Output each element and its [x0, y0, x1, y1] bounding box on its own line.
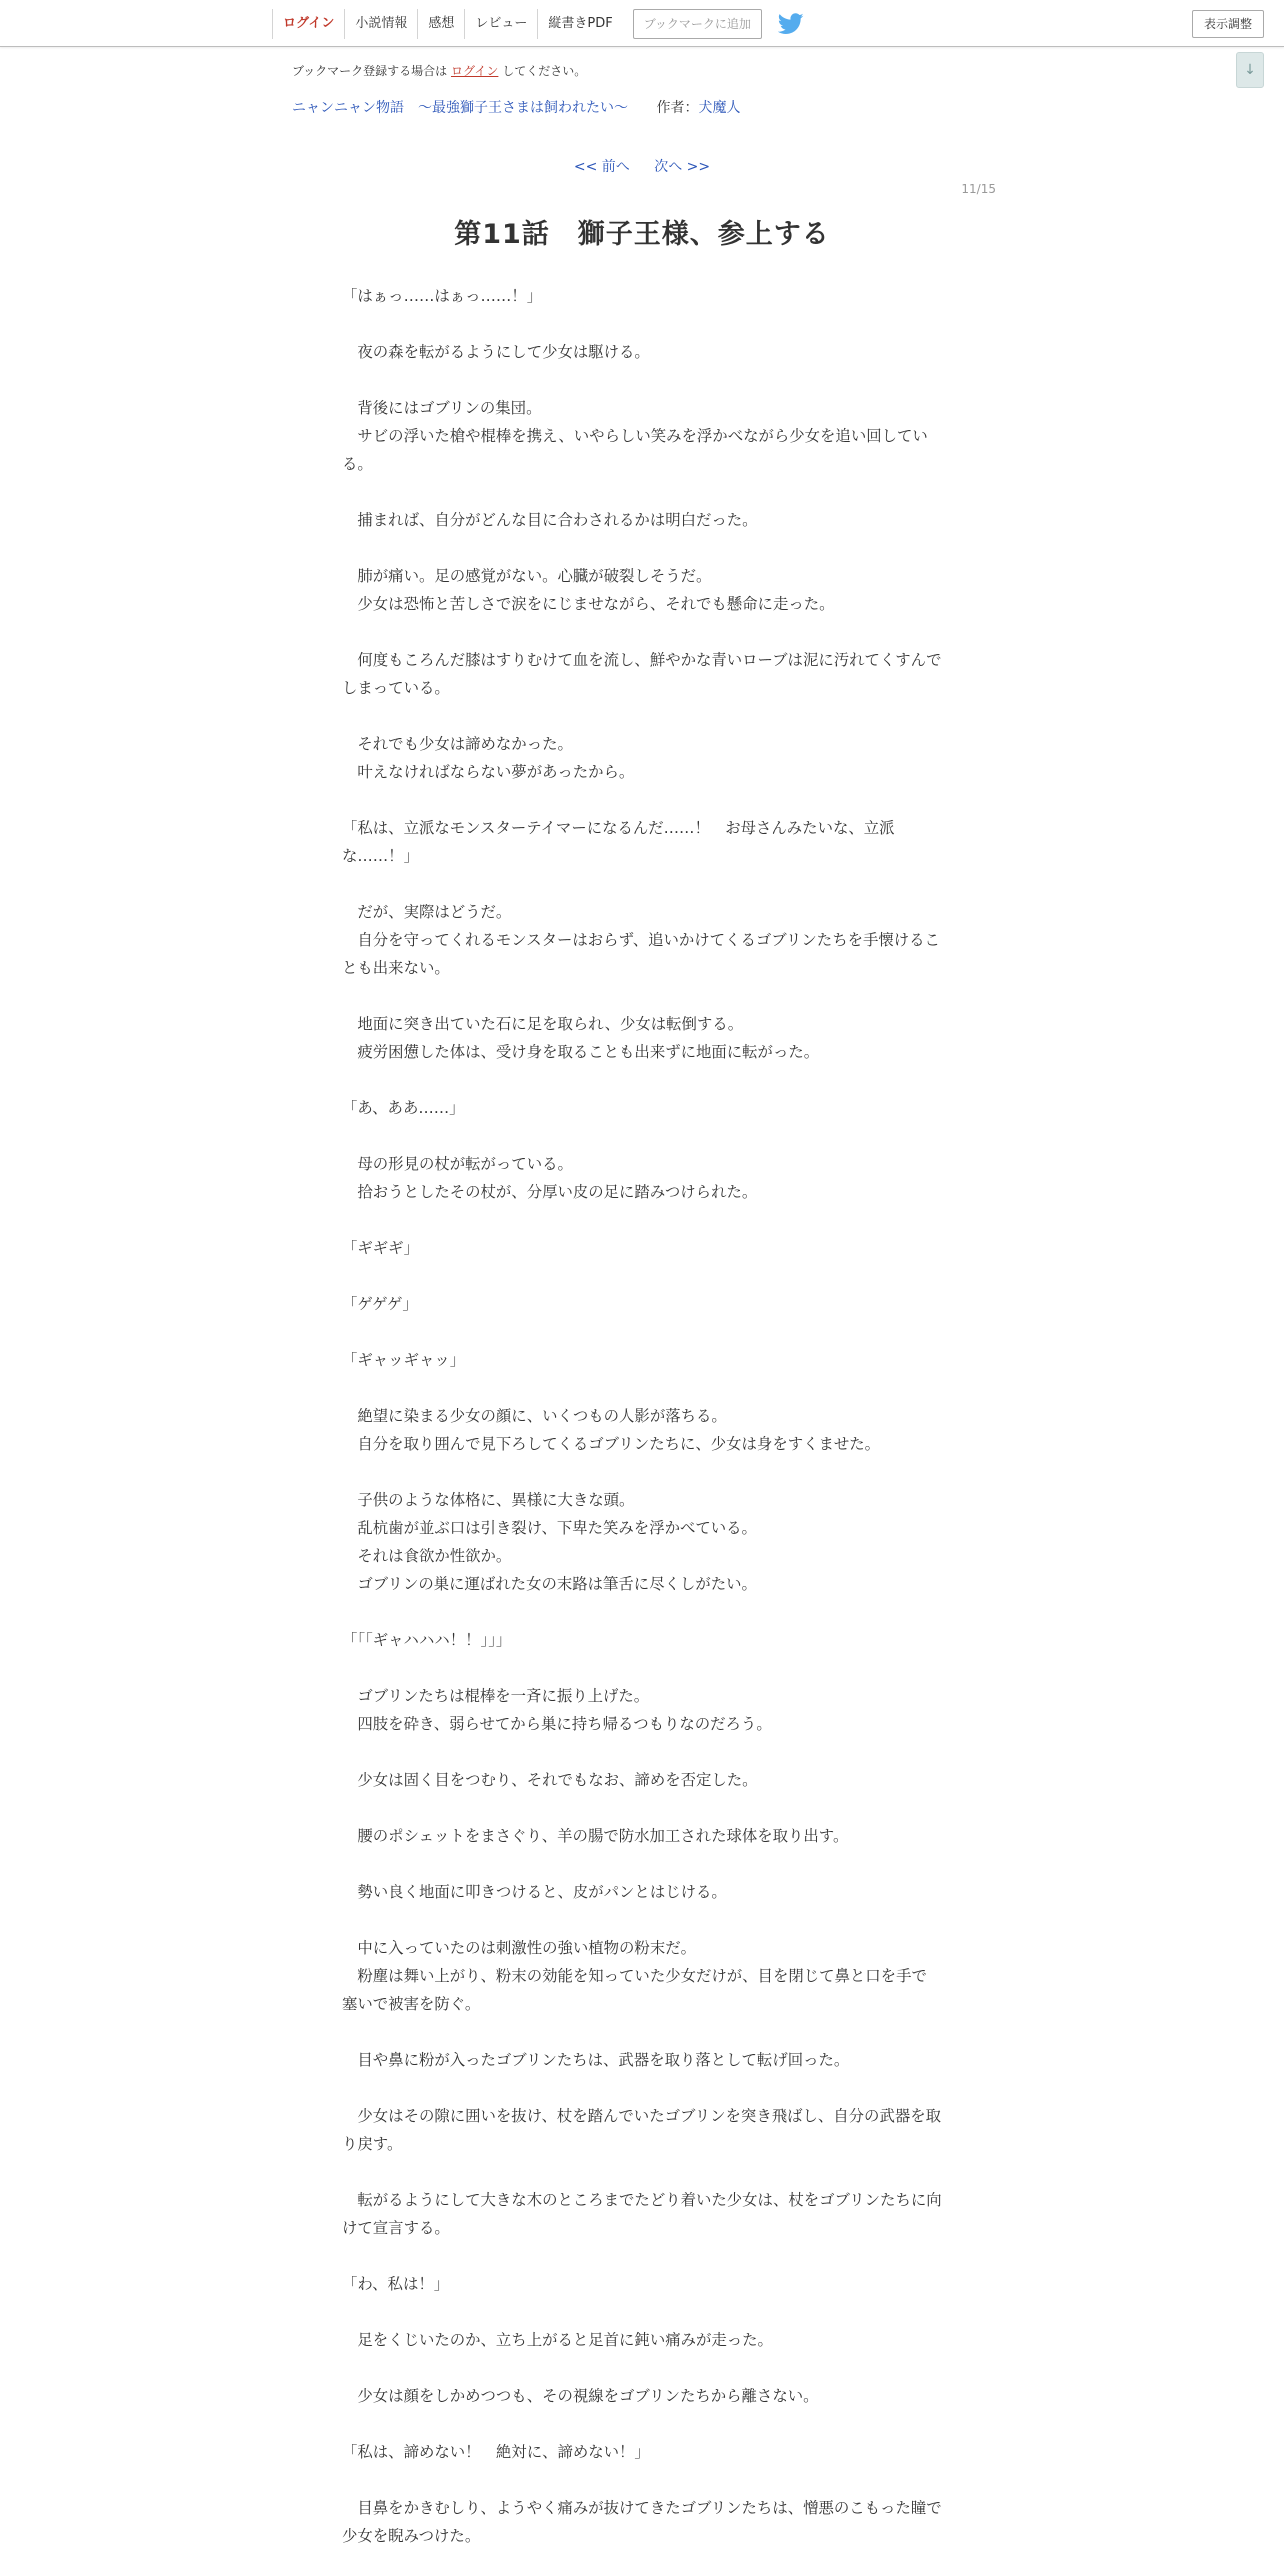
- body-paragraph: 「私は、立派なモンスターテイマーになるんだ……！ お母さんみたいな、立派な……！」: [342, 819, 895, 865]
- blank-line: [342, 2158, 942, 2186]
- add-bookmark-button[interactable]: ブックマークに追加: [633, 9, 762, 39]
- novel-title-link[interactable]: ニャンニャン物語 ～最強獅子王さまは飼われたい～: [292, 100, 628, 116]
- body-paragraph: 「ギギギ」: [342, 1239, 419, 1257]
- blank-line: [342, 1654, 942, 1682]
- chapter-body: [342, 282, 942, 2550]
- body-paragraph: それでも少女は諦めなかった。: [342, 735, 573, 753]
- blank-line: [342, 2354, 942, 2382]
- display-settings-button[interactable]: 表示調整: [1192, 10, 1264, 38]
- blank-line: [342, 870, 942, 898]
- blank-line: [342, 2466, 942, 2494]
- body-paragraph: 絶望に染まる少女の顔に、いくつもの人影が落ちる。: [342, 1407, 727, 1425]
- nav-login[interactable]: ログイン: [272, 9, 344, 39]
- blank-line: [342, 478, 942, 506]
- body-paragraph: 拾おうとしたその杖が、分厚い皮の足に踏みつけられた。: [342, 1183, 758, 1201]
- author-link[interactable]: 犬魔人: [698, 100, 741, 116]
- body-paragraph: 地面に突き出ていた石に足を取られ、少女は転倒する。: [342, 1015, 744, 1033]
- chapter-pager: [0, 156, 1284, 176]
- blank-line: [342, 366, 942, 394]
- blank-line: [342, 1458, 942, 1486]
- blank-line: [342, 2298, 942, 2326]
- body-paragraph: 母の形見の杖が転がっている。: [342, 1155, 573, 1173]
- blank-line: [342, 2410, 942, 2438]
- next-chapter-link[interactable]: 次へ >>: [654, 159, 711, 175]
- body-paragraph: 乱杭歯が並ぶ口は引き裂け、下卑た笑みを浮かべている。: [342, 1519, 757, 1537]
- body-paragraph: 腰のポシェットをまさぐり、羊の腸で防水加工された球体を取り出す。: [342, 1827, 849, 1845]
- blank-line: [342, 1850, 942, 1878]
- blank-line: [342, 534, 942, 562]
- body-paragraph: 少女はその隙に囲いを抜け、杖を踏んでいたゴブリンを突き飛ばし、自分の武器を取り戻す。: [342, 2107, 942, 2153]
- author-label: 作者：: [656, 100, 699, 116]
- blank-line: [342, 1374, 942, 1402]
- blank-line: [342, 1598, 942, 1626]
- nav-impressions[interactable]: 感想: [417, 9, 464, 39]
- blank-line: [342, 702, 942, 730]
- body-paragraph: 少女は固く目をつむり、それでもなお、諦めを否定した。: [342, 1771, 758, 1789]
- notice-text-after: してください。: [498, 64, 587, 78]
- nav-review[interactable]: レビュー: [464, 9, 537, 39]
- chapter-title: 第11話 獅子王様、参上する: [454, 219, 830, 250]
- body-paragraph: 目や鼻に粉が入ったゴブリンたちは、武器を取り落として転げ回った。: [342, 2051, 850, 2069]
- blank-line: [342, 1122, 942, 1150]
- body-paragraph: 「ゲゲゲ」: [342, 1295, 418, 1313]
- body-paragraph: 「ギャッギャッ」: [342, 1351, 466, 1369]
- nav-vertical-pdf[interactable]: 縦書きPDF: [537, 9, 622, 39]
- blank-line: [342, 1262, 942, 1290]
- body-paragraph: 何度もころんだ膝はすりむけて血を流し、鮮やかな青いローブは泥に汚れてくすんでしまっている。: [342, 651, 942, 697]
- blank-line: [342, 618, 942, 646]
- notice-text-before: ブックマーク登録する場合は: [292, 64, 451, 78]
- prev-chapter-link[interactable]: << 前へ: [573, 159, 630, 175]
- body-paragraph: 粉塵は舞い上がり、粉末の効能を知っていた少女だけが、目を閉じて鼻と口を手で塞いで被害を防ぐ。: [342, 1967, 927, 2013]
- blank-line: [342, 1206, 942, 1234]
- body-paragraph: 中に入っていたのは刺激性の強い植物の粉末だ。: [342, 1939, 696, 1957]
- body-paragraph: 疲労困憊した体は、受け身を取ることも出来ずに地面に転がった。: [342, 1043, 820, 1061]
- chapter-counter: 11/15: [961, 182, 996, 196]
- bookmark-login-notice: [292, 62, 586, 79]
- body-paragraph: 少女は顔をしかめつつも、その視線をゴブリンたちから離さない。: [342, 2387, 819, 2405]
- body-paragraph: 四肢を砕き、弱らせてから巣に持ち帰るつもりなのだろう。: [342, 1715, 772, 1733]
- body-paragraph: 夜の森を転がるようにして少女は駆ける。: [342, 343, 650, 361]
- nav-novel-info[interactable]: 小説情報: [344, 9, 417, 39]
- body-paragraph: 目鼻をかきむしり、ようやく痛みが抜けてきたゴブリンたちは、憎悪のこもった瞳で少女を睨みつけた。: [342, 2499, 942, 2545]
- body-paragraph: 叶えなければならない夢があったから。: [342, 763, 635, 781]
- body-paragraph: 勢い良く地面に叩きつけると、皮がパンとはじける。: [342, 1883, 727, 1901]
- body-paragraph: それは食欲か性欲か。: [342, 1547, 512, 1565]
- notice-login-link[interactable]: ログイン: [450, 64, 499, 78]
- body-paragraph: 肺が痛い。足の感覚がない。心臓が破裂しそうだ。: [342, 567, 712, 585]
- twitter-icon[interactable]: [778, 13, 804, 35]
- blank-line: [342, 1318, 942, 1346]
- body-paragraph: ゴブリンの巣に運ばれた女の末路は筆舌に尽くしがたい。: [342, 1575, 757, 1593]
- blank-line: [342, 1066, 942, 1094]
- blank-line: [342, 1794, 942, 1822]
- body-paragraph: 捕まれば、自分がどんな目に合わされるかは明白だった。: [342, 511, 758, 529]
- body-paragraph: 少女は恐怖と苦しさで涙をにじませながら、それでも懸命に走った。: [342, 595, 835, 613]
- body-paragraph: 子供のような体格に、異様に大きな頭。: [342, 1491, 635, 1509]
- blank-line: [342, 1906, 942, 1934]
- blank-line: [342, 2242, 942, 2270]
- body-paragraph: サビの浮いた槍や棍棒を携え、いやらしい笑みを浮かべながら少女を追い回している。: [342, 427, 928, 473]
- blank-line: [342, 310, 942, 338]
- body-paragraph: 「あ、ああ……」: [342, 1099, 465, 1117]
- body-paragraph: 自分を取り囲んで見下ろしてくるゴブリンたちに、少女は身をすくませた。: [342, 1435, 881, 1453]
- scroll-down-button[interactable]: ↓: [1236, 52, 1264, 88]
- body-paragraph: 背後にはゴブリンの集団。: [342, 399, 542, 417]
- body-paragraph: だが、実際はどうだ。: [342, 903, 512, 921]
- body-paragraph: 「私は、諦めない！ 絶対に、諦めない！」: [342, 2443, 650, 2461]
- body-paragraph: 「わ、私は！」: [342, 2275, 450, 2293]
- blank-line: [342, 982, 942, 1010]
- top-nav: [272, 9, 804, 39]
- blank-line: [342, 2074, 942, 2102]
- body-paragraph: 転がるようにして大きな木のところまでたどり着いた少女は、杖をゴブリンたちに向けて宣言する。: [342, 2191, 942, 2237]
- body-paragraph: 自分を守ってくれるモンスターはおらず、追いかけてくるゴブリンたちを手懐けることも出来ない。: [342, 931, 940, 977]
- blank-line: [342, 786, 942, 814]
- blank-line: [342, 1738, 942, 1766]
- top-header: [0, 0, 1284, 47]
- blank-line: [342, 2018, 942, 2046]
- novel-info-line: [292, 97, 740, 117]
- body-paragraph: 足をくじいたのか、立ち上がると足首に鈍い痛みが走った。: [342, 2331, 773, 2349]
- body-paragraph: 「はぁっ……はぁっ……！」: [342, 287, 543, 305]
- body-paragraph: ゴブリンたちは棍棒を一斉に振り上げた。: [342, 1687, 650, 1705]
- body-paragraph: 「「「ギャハハハ！！」」」: [342, 1631, 512, 1649]
